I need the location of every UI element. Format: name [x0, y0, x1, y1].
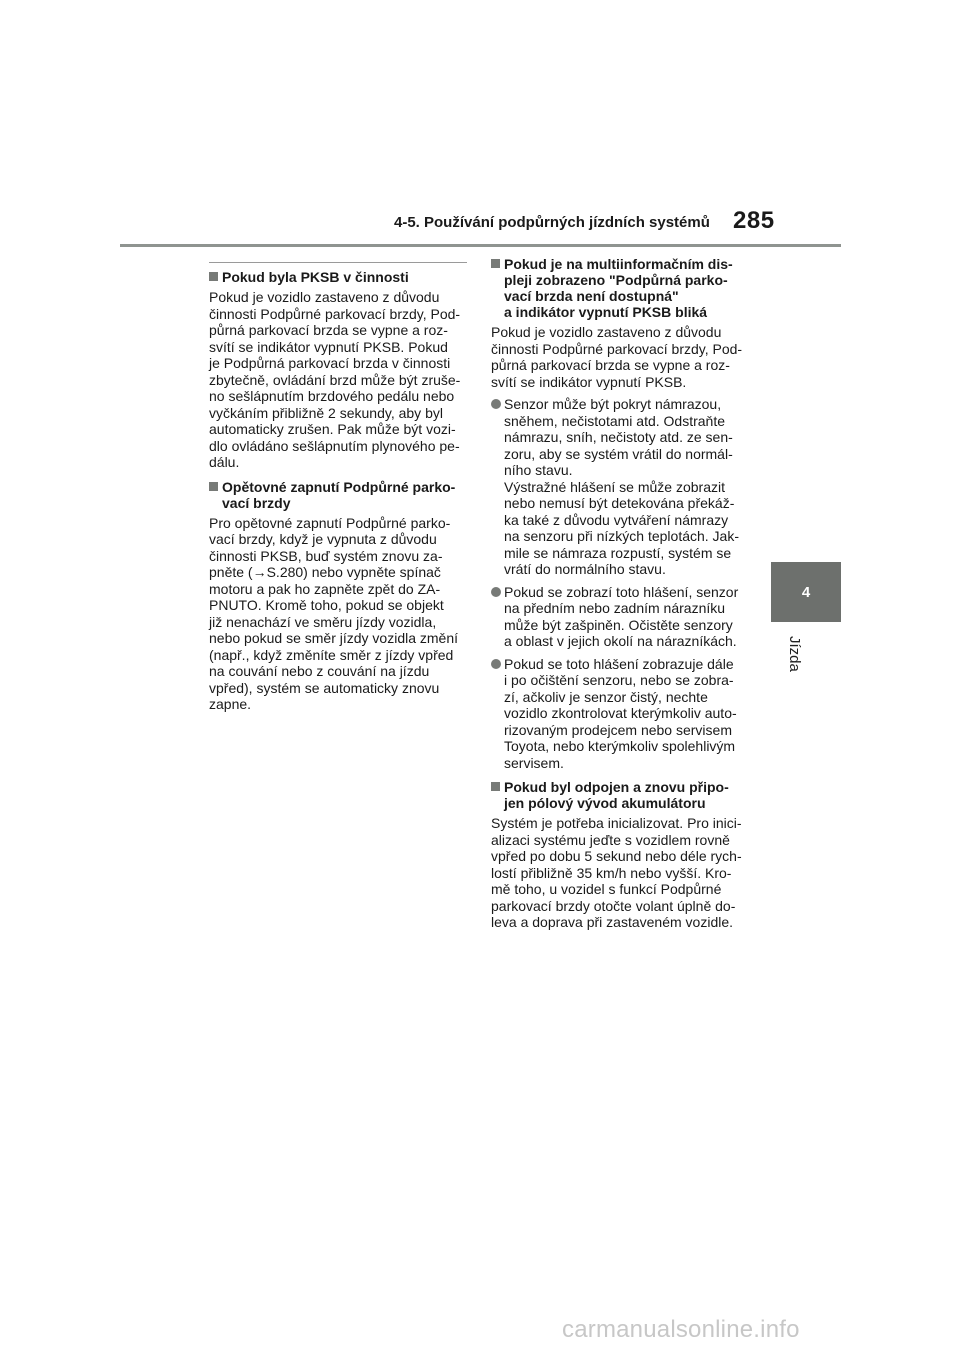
- section-paragraph: Pro opětovné zapnutí Podpůrné parko- vací brzdy, když je vypnuta z důvodu činnosti PKSB, buď systém znovu za- pněte (→S.280) nebo vypněte spínač motoru a pak ho zapněte zpět do ZA- PNUTO. Kromě toho, pokud se objekt již nenachází ve směru jízdy vozidla, nebo pokud se směr jízdy vozidla změní (např., když změníte směr z jízdy vpřed na couvání nebo z couvání na jízdu vpřed), systém se automaticky znovu zapne.: [209, 514, 459, 712]
- section-message-displayed: [491, 256, 759, 771]
- square-bullet-icon: [491, 259, 500, 268]
- heading-text: Pokud byla PKSB v činnosti: [222, 269, 409, 285]
- list-item: [491, 584, 759, 650]
- list-item-text: Pokud se toto hlášení zobrazuje dále i po očištění senzoru, nebo se zobra- zí, ačkoliv je senzor čistý, nechte vozidlo zkontrolovat kterýmkoliv auto- rizovaným prodejcem nebo servisem Toyota, nebo kterýmkoliv spolehlivým servisem.: [504, 655, 737, 771]
- section-reenable: [209, 479, 472, 713]
- square-bullet-icon: [209, 482, 218, 491]
- section-heading: [491, 256, 759, 320]
- section-heading: [491, 779, 759, 811]
- page-header-title: 4-5. Používání podpůrných jízdních systémů: [394, 214, 710, 231]
- heading-text: Opětovné zapnutí Podpůrné parko- vací brzdy: [222, 478, 456, 511]
- right-column: [491, 256, 759, 939]
- list-item-text: Senzor může být pokryt námrazou, sněhem, nečistotami atd. Odstraňte námrazu, sníh, nečistoty atd. ze sen- zoru, aby se systém vrátil do normál- ního stavu. Výstražné hlášení se může zobrazit nebo nemusí být detekována překáž- ka také z důvodu vytváření námrazy na senzoru při nízkých teplotách. Jak- mile se námraza rozpustí, systém se vrátí do normálního stavu.: [504, 396, 740, 577]
- chapter-number: 4: [801, 583, 811, 601]
- page-number: 285: [733, 207, 775, 234]
- section-pksb-active: [209, 262, 472, 471]
- square-bullet-icon: [491, 782, 500, 791]
- round-bullet-icon: [491, 659, 501, 669]
- list-item: [491, 656, 759, 772]
- section-paragraph: Pokud je vozidlo zastaveno z důvodu činnosti Podpůrné parkovací brzdy, Pod- půrná parkovací brzda se vypne a roz- svítí se indikátor vypnutí PKSB. Pokud je Podpůrná parkovací brzda v činnosti zbytečně, ovládání brzd může být zruše- no sešlápnutím brzdového pedálu nebo vyčkáním přibližně 2 sekundy, aby byl automaticky zrušen. Pak může být vozi- dlo ovládáno sešlápnutím plynového pe- dálu.: [209, 289, 461, 470]
- heading-text: Pokud je na multiinformačním dis- pleji zobrazeno "Podpůrná parko- vací brzda není dostupná" a indikátor vypnutí PKSB bliká: [504, 256, 733, 320]
- section-heading: [209, 269, 472, 285]
- section-battery-reconnected: [491, 779, 759, 931]
- list-item-text: Pokud se zobrazí toto hlášení, senzor na předním nebo zadním nárazníku může být zašpiněn. Očistěte senzory a oblast v jejich okolí na nárazníkách.: [504, 583, 739, 649]
- chapter-label: Jízda: [786, 636, 803, 672]
- header-divider: [120, 244, 841, 247]
- heading-text: Pokud byl odpojen a znovu připo- jen pólový vývod akumulátoru: [504, 779, 729, 811]
- chapter-tab: [771, 562, 841, 622]
- square-bullet-icon: [209, 272, 218, 281]
- round-bullet-icon: [491, 587, 501, 597]
- section-heading: [209, 479, 472, 511]
- watermark: carmanualsonline.info: [562, 1316, 800, 1343]
- round-bullet-icon: [491, 399, 501, 409]
- section-paragraph: Systém je potřeba inicializovat. Pro inici- alizaci systému jeďte s vozidlem rovně vpřed po dobu 5 sekund nebo déle rych- lostí přibližně 35 km/h nebo vyšší. Kro- mě toho, u vozidel s funkcí Podpůrné parkovací brzdy otočte volant úplně do- leva a doprava při zastaveném vozidle.: [491, 815, 742, 930]
- section-paragraph: Pokud je vozidlo zastaveno z důvodu činnosti Podpůrné parkovací brzdy, Pod- půrná parkovací brzda se vypne a roz- svítí se indikátor vypnutí PKSB.: [491, 324, 743, 390]
- left-column: [209, 262, 472, 721]
- list-item: [491, 396, 759, 578]
